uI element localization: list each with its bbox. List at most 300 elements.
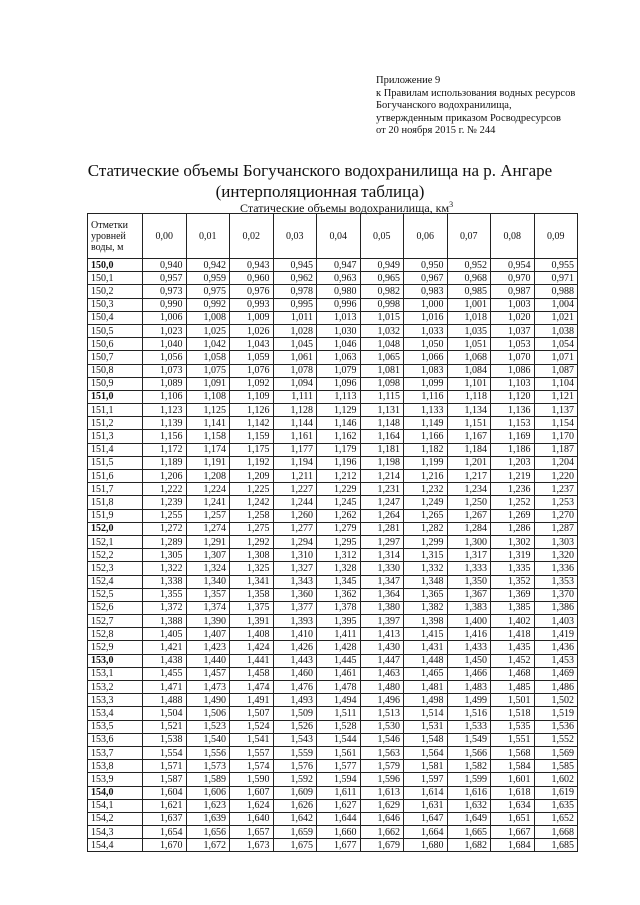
volume-cell: 1,531	[404, 720, 448, 733]
volume-cell: 1,546	[360, 733, 404, 746]
volume-cell: 1,614	[404, 786, 448, 799]
volume-cell: 1,260	[273, 509, 317, 522]
volume-cell: 1,148	[360, 417, 404, 430]
volume-cell: 1,590	[230, 773, 274, 786]
volume-cell: 1,631	[404, 799, 448, 812]
volume-cell: 1,607	[230, 786, 274, 799]
volume-cell: 1,274	[186, 522, 230, 535]
volume-cell: 1,212	[317, 470, 361, 483]
volume-cell: 1,076	[230, 364, 274, 377]
volume-cell: 1,325	[230, 562, 274, 575]
volume-cell: 0,978	[273, 285, 317, 298]
volume-cell: 1,659	[273, 826, 317, 839]
volume-cell: 1,618	[491, 786, 535, 799]
volume-cell: 1,646	[360, 812, 404, 825]
volume-cell: 1,496	[360, 694, 404, 707]
table-row	[88, 404, 578, 417]
volume-cell: 1,541	[230, 733, 274, 746]
volume-cell: 1,227	[273, 483, 317, 496]
volume-cell: 1,557	[230, 746, 274, 759]
level-cell: 151,8	[88, 496, 143, 509]
volume-cell: 1,279	[317, 522, 361, 535]
volume-cell: 1,458	[230, 667, 274, 680]
volume-cell: 0,945	[273, 259, 317, 272]
table-row	[88, 562, 578, 575]
volume-cell: 1,203	[491, 456, 535, 469]
volume-cell: 1,452	[491, 654, 535, 667]
volume-cell: 0,965	[360, 272, 404, 285]
column-header: 0,00	[143, 214, 187, 259]
volume-cell: 1,023	[143, 324, 187, 337]
volume-cell: 1,220	[534, 470, 578, 483]
volume-cell: 1,647	[404, 812, 448, 825]
table-row	[88, 456, 578, 469]
volume-cell: 1,262	[317, 509, 361, 522]
volume-cell: 1,511	[317, 707, 361, 720]
volume-cell: 1,219	[491, 470, 535, 483]
volume-cell: 1,398	[404, 615, 448, 628]
volume-cell: 1,355	[143, 588, 187, 601]
volume-cell: 1,548	[404, 733, 448, 746]
volume-cell: 1,372	[143, 601, 187, 614]
volume-cell: 1,018	[447, 311, 491, 324]
table-row	[88, 839, 578, 852]
volume-cell: 1,370	[534, 588, 578, 601]
volume-cell: 1,673	[230, 839, 274, 852]
volume-cell: 0,968	[447, 272, 491, 285]
volume-cell: 1,540	[186, 733, 230, 746]
level-cell: 154,1	[88, 799, 143, 812]
table-row	[88, 549, 578, 562]
volume-cell: 1,685	[534, 839, 578, 852]
volume-cell: 1,592	[273, 773, 317, 786]
volume-cell: 1,635	[534, 799, 578, 812]
table-row	[88, 826, 578, 839]
column-header: 0,09	[534, 214, 578, 259]
table-row	[88, 390, 578, 403]
volume-cell: 1,201	[447, 456, 491, 469]
volume-cell: 1,099	[404, 377, 448, 390]
volume-cell: 1,299	[404, 535, 448, 548]
volume-cell: 1,096	[317, 377, 361, 390]
volume-cell: 1,065	[360, 351, 404, 364]
appendix-line: Приложение 9	[376, 75, 441, 86]
table-row	[88, 575, 578, 588]
volume-cell: 1,211	[273, 470, 317, 483]
level-cell: 150,2	[88, 285, 143, 298]
volume-cell: 1,336	[534, 562, 578, 575]
volume-cell: 1,440	[186, 654, 230, 667]
table-row	[88, 430, 578, 443]
volume-cell: 1,324	[186, 562, 230, 575]
volume-cell: 1,524	[230, 720, 274, 733]
volume-cell: 1,327	[273, 562, 317, 575]
table-row	[88, 351, 578, 364]
volume-cell: 1,181	[360, 443, 404, 456]
volume-cell: 1,123	[143, 404, 187, 417]
volume-cell: 1,377	[273, 601, 317, 614]
table-row	[88, 760, 578, 773]
volume-cell: 1,310	[273, 549, 317, 562]
volume-cell: 1,159	[230, 430, 274, 443]
volume-cell: 1,493	[273, 694, 317, 707]
volume-cell: 1,481	[404, 681, 448, 694]
volume-cell: 1,037	[491, 324, 535, 337]
volume-cell: 1,581	[404, 760, 448, 773]
volume-cell: 1,075	[186, 364, 230, 377]
volume-cell: 1,275	[230, 522, 274, 535]
volume-cell: 1,308	[230, 549, 274, 562]
level-cell: 151,2	[88, 417, 143, 430]
volume-cell: 1,369	[491, 588, 535, 601]
volume-cell: 1,485	[491, 681, 535, 694]
volume-cell: 1,504	[143, 707, 187, 720]
volume-cell: 1,654	[143, 826, 187, 839]
volume-cell: 1,587	[143, 773, 187, 786]
table-row	[88, 588, 578, 601]
volume-cell: 1,247	[360, 496, 404, 509]
volume-cell: 1,289	[143, 535, 187, 548]
volume-cell: 1,198	[360, 456, 404, 469]
table-row	[88, 733, 578, 746]
column-header: 0,06	[404, 214, 448, 259]
volume-cell: 1,333	[447, 562, 491, 575]
volume-cell: 1,199	[404, 456, 448, 469]
volume-cell: 1,079	[317, 364, 361, 377]
volume-cell: 1,131	[360, 404, 404, 417]
volume-cell: 0,985	[447, 285, 491, 298]
volume-cell: 1,338	[143, 575, 187, 588]
volume-cell: 1,204	[534, 456, 578, 469]
level-cell: 153,6	[88, 733, 143, 746]
volume-cell: 1,282	[404, 522, 448, 535]
document-title	[0, 160, 640, 202]
volume-cell: 1,249	[404, 496, 448, 509]
level-cell: 152,3	[88, 562, 143, 575]
volume-cell: 1,216	[404, 470, 448, 483]
volume-cell: 1,164	[360, 430, 404, 443]
volume-cell: 1,502	[534, 694, 578, 707]
volume-cell: 1,367	[447, 588, 491, 601]
volume-cell: 1,340	[186, 575, 230, 588]
volume-cell: 1,642	[273, 812, 317, 825]
volume-cell: 1,582	[447, 760, 491, 773]
volume-cell: 1,418	[491, 628, 535, 641]
volume-cell: 1,364	[360, 588, 404, 601]
volume-cell: 0,970	[491, 272, 535, 285]
volume-cell: 1,134	[447, 404, 491, 417]
volume-cell: 1,330	[360, 562, 404, 575]
volume-cell: 1,272	[143, 522, 187, 535]
volume-cell: 1,004	[534, 298, 578, 311]
volume-cell: 1,083	[404, 364, 448, 377]
volume-cell: 1,028	[273, 324, 317, 337]
appendix-line: от 20 ноября 2015 г. № 244	[376, 125, 496, 137]
volume-cell: 1,056	[143, 351, 187, 364]
volume-cell: 1,094	[273, 377, 317, 390]
volume-cell: 1,514	[404, 707, 448, 720]
level-cell: 152,7	[88, 615, 143, 628]
level-cell: 153,9	[88, 773, 143, 786]
volume-cell: 1,621	[143, 799, 187, 812]
level-cell: 150,1	[88, 272, 143, 285]
level-cell: 154,3	[88, 826, 143, 839]
level-cell: 151,7	[88, 483, 143, 496]
volume-cell: 1,416	[447, 628, 491, 641]
level-cell: 153,1	[88, 667, 143, 680]
level-cell: 150,9	[88, 377, 143, 390]
volume-cell: 1,413	[360, 628, 404, 641]
volume-cell: 1,189	[143, 456, 187, 469]
volume-cell: 1,611	[317, 786, 361, 799]
volume-cell: 1,651	[491, 812, 535, 825]
volume-cell: 1,231	[360, 483, 404, 496]
volume-cell: 1,684	[491, 839, 535, 852]
volume-cell: 0,987	[491, 285, 535, 298]
level-cell: 151,6	[88, 470, 143, 483]
appendix-line: к Правилам использования водных ресурсов	[376, 87, 576, 99]
volume-cell: 1,626	[273, 799, 317, 812]
level-cell: 153,2	[88, 681, 143, 694]
volume-cell: 1,121	[534, 390, 578, 403]
volume-cell: 1,291	[186, 535, 230, 548]
volume-cell: 1,322	[143, 562, 187, 575]
title-line-2: (интерполяционная таблица)	[215, 182, 425, 201]
column-header: 0,04	[317, 214, 361, 259]
volume-cell: 1,469	[534, 667, 578, 680]
volume-cell: 1,054	[534, 338, 578, 351]
volume-cell: 1,543	[273, 733, 317, 746]
volume-cell: 1,657	[230, 826, 274, 839]
volume-cell: 1,584	[491, 760, 535, 773]
volume-cell: 1,386	[534, 601, 578, 614]
volume-cell: 0,960	[230, 272, 274, 285]
table-row	[88, 522, 578, 535]
volume-cell: 1,086	[491, 364, 535, 377]
volume-cell: 1,507	[230, 707, 274, 720]
volume-cell: 1,634	[491, 799, 535, 812]
volume-cell: 1,411	[317, 628, 361, 641]
volume-cell: 1,526	[273, 720, 317, 733]
volume-cell: 1,302	[491, 535, 535, 548]
volume-cell: 1,184	[447, 443, 491, 456]
table-row	[88, 324, 578, 337]
volume-cell: 1,104	[534, 377, 578, 390]
volume-cell: 1,046	[317, 338, 361, 351]
volume-cell: 1,390	[186, 615, 230, 628]
volume-cell: 0,955	[534, 259, 578, 272]
volume-cell: 1,035	[447, 324, 491, 337]
volume-cell: 1,660	[317, 826, 361, 839]
volume-cell: 1,402	[491, 615, 535, 628]
volume-cell: 1,335	[491, 562, 535, 575]
table-row	[88, 667, 578, 680]
volume-cell: 1,561	[317, 746, 361, 759]
volume-cell: 1,146	[317, 417, 361, 430]
volume-cell: 1,116	[404, 390, 448, 403]
volume-cell: 1,649	[447, 812, 491, 825]
volume-cell: 1,668	[534, 826, 578, 839]
volume-cell: 1,436	[534, 641, 578, 654]
level-cell: 150,0	[88, 259, 143, 272]
volume-cell: 1,378	[317, 601, 361, 614]
volume-cell: 1,461	[317, 667, 361, 680]
level-cell: 150,3	[88, 298, 143, 311]
corner-line: воды, м	[91, 241, 124, 253]
volume-cell: 1,362	[317, 588, 361, 601]
volume-cell: 1,538	[143, 733, 187, 746]
volume-cell: 0,993	[230, 298, 274, 311]
volume-cell: 1,242	[230, 496, 274, 509]
volume-cell: 1,556	[186, 746, 230, 759]
table-row	[88, 364, 578, 377]
volume-cell: 1,488	[143, 694, 187, 707]
volume-cell: 1,043	[230, 338, 274, 351]
volume-cell: 1,574	[230, 760, 274, 773]
volume-cell: 1,120	[491, 390, 535, 403]
volume-cell: 1,136	[491, 404, 535, 417]
table-row	[88, 470, 578, 483]
volume-cell: 1,244	[273, 496, 317, 509]
column-header: 0,01	[186, 214, 230, 259]
volume-cell: 1,596	[360, 773, 404, 786]
volume-cell: 1,407	[186, 628, 230, 641]
volume-cell: 1,419	[534, 628, 578, 641]
table-row	[88, 311, 578, 324]
table-row	[88, 773, 578, 786]
volume-cell: 1,375	[230, 601, 274, 614]
volume-cell: 1,153	[491, 417, 535, 430]
appendix-line: Богучанского водохранилища,	[376, 100, 512, 112]
volume-cell: 1,564	[404, 746, 448, 759]
volume-cell: 1,101	[447, 377, 491, 390]
volume-cell: 1,252	[491, 496, 535, 509]
volume-cell: 1,405	[143, 628, 187, 641]
volume-cell: 1,071	[534, 351, 578, 364]
volume-cell: 0,950	[404, 259, 448, 272]
table-row	[88, 338, 578, 351]
volume-cell: 1,343	[273, 575, 317, 588]
volume-cell: 1,154	[534, 417, 578, 430]
volume-cell: 1,196	[317, 456, 361, 469]
volume-cell: 1,253	[534, 496, 578, 509]
volume-cell: 1,187	[534, 443, 578, 456]
volume-cell: 1,490	[186, 694, 230, 707]
volume-cell: 1,058	[186, 351, 230, 364]
volume-cell: 1,400	[447, 615, 491, 628]
volume-cell: 1,098	[360, 377, 404, 390]
volume-cell: 1,267	[447, 509, 491, 522]
volume-cell: 1,577	[317, 760, 361, 773]
volume-cell: 1,494	[317, 694, 361, 707]
volume-cell: 0,995	[273, 298, 317, 311]
level-cell: 151,1	[88, 404, 143, 417]
volume-cell: 1,536	[534, 720, 578, 733]
volume-cell: 1,328	[317, 562, 361, 575]
volume-cell: 1,081	[360, 364, 404, 377]
volume-cell: 1,599	[447, 773, 491, 786]
corner-line: уровней	[91, 230, 126, 242]
volume-cell: 1,445	[317, 654, 361, 667]
table-row	[88, 535, 578, 548]
volume-cell: 1,234	[447, 483, 491, 496]
volume-cell: 1,353	[534, 575, 578, 588]
volume-cell: 0,980	[317, 285, 361, 298]
volume-cell: 0,976	[230, 285, 274, 298]
volume-cell: 1,455	[143, 667, 187, 680]
volume-cell: 1,317	[447, 549, 491, 562]
volume-cell: 1,144	[273, 417, 317, 430]
title-line-1: Статические объемы Богучанского водохранилища на р. Ангаре	[87, 161, 553, 180]
volume-cell: 1,111	[273, 390, 317, 403]
volume-cell: 0,998	[360, 298, 404, 311]
column-header: 0,07	[447, 214, 491, 259]
column-header: 0,08	[491, 214, 535, 259]
volume-cell: 1,563	[360, 746, 404, 759]
level-cell: 153,4	[88, 707, 143, 720]
volume-cell: 1,115	[360, 390, 404, 403]
volume-cell: 1,632	[447, 799, 491, 812]
level-cell: 151,5	[88, 456, 143, 469]
volume-cell: 1,579	[360, 760, 404, 773]
level-cell: 154,4	[88, 839, 143, 852]
volume-cell: 1,486	[534, 681, 578, 694]
volume-cell: 1,431	[404, 641, 448, 654]
volume-cell: 0,952	[447, 259, 491, 272]
volume-cell: 1,365	[404, 588, 448, 601]
volume-cell: 1,103	[491, 377, 535, 390]
level-cell: 151,4	[88, 443, 143, 456]
volume-cell: 1,006	[143, 311, 187, 324]
volume-cell: 1,521	[143, 720, 187, 733]
volume-cell: 1,644	[317, 812, 361, 825]
volume-cell: 1,380	[360, 601, 404, 614]
volume-cell: 1,491	[230, 694, 274, 707]
volume-cell: 1,142	[230, 417, 274, 430]
volume-cell: 0,959	[186, 272, 230, 285]
volume-cell: 1,448	[404, 654, 448, 667]
volume-cell: 1,030	[317, 324, 361, 337]
volume-cell: 1,255	[143, 509, 187, 522]
volume-cell: 1,421	[143, 641, 187, 654]
volume-cell: 1,016	[404, 311, 448, 324]
volume-cell: 1,297	[360, 535, 404, 548]
volume-cell: 0,990	[143, 298, 187, 311]
volume-cell: 1,129	[317, 404, 361, 417]
volume-cell: 1,177	[273, 443, 317, 456]
volume-cell: 1,073	[143, 364, 187, 377]
table-row	[88, 746, 578, 759]
volume-cell: 1,509	[273, 707, 317, 720]
volume-cell: 1,350	[447, 575, 491, 588]
table-row	[88, 681, 578, 694]
volume-cell: 1,118	[447, 390, 491, 403]
volume-cell: 0,942	[186, 259, 230, 272]
volume-cell: 1,015	[360, 311, 404, 324]
volume-cell: 1,264	[360, 509, 404, 522]
volume-cell: 1,385	[491, 601, 535, 614]
volume-cell: 1,087	[534, 364, 578, 377]
table-row	[88, 298, 578, 311]
volume-cell: 1,652	[534, 812, 578, 825]
volume-cell: 1,003	[491, 298, 535, 311]
volume-cell: 1,186	[491, 443, 535, 456]
volume-cell: 1,664	[404, 826, 448, 839]
volume-cell: 1,403	[534, 615, 578, 628]
volume-cell: 0,975	[186, 285, 230, 298]
volume-cell: 1,682	[447, 839, 491, 852]
volume-cell: 1,269	[491, 509, 535, 522]
